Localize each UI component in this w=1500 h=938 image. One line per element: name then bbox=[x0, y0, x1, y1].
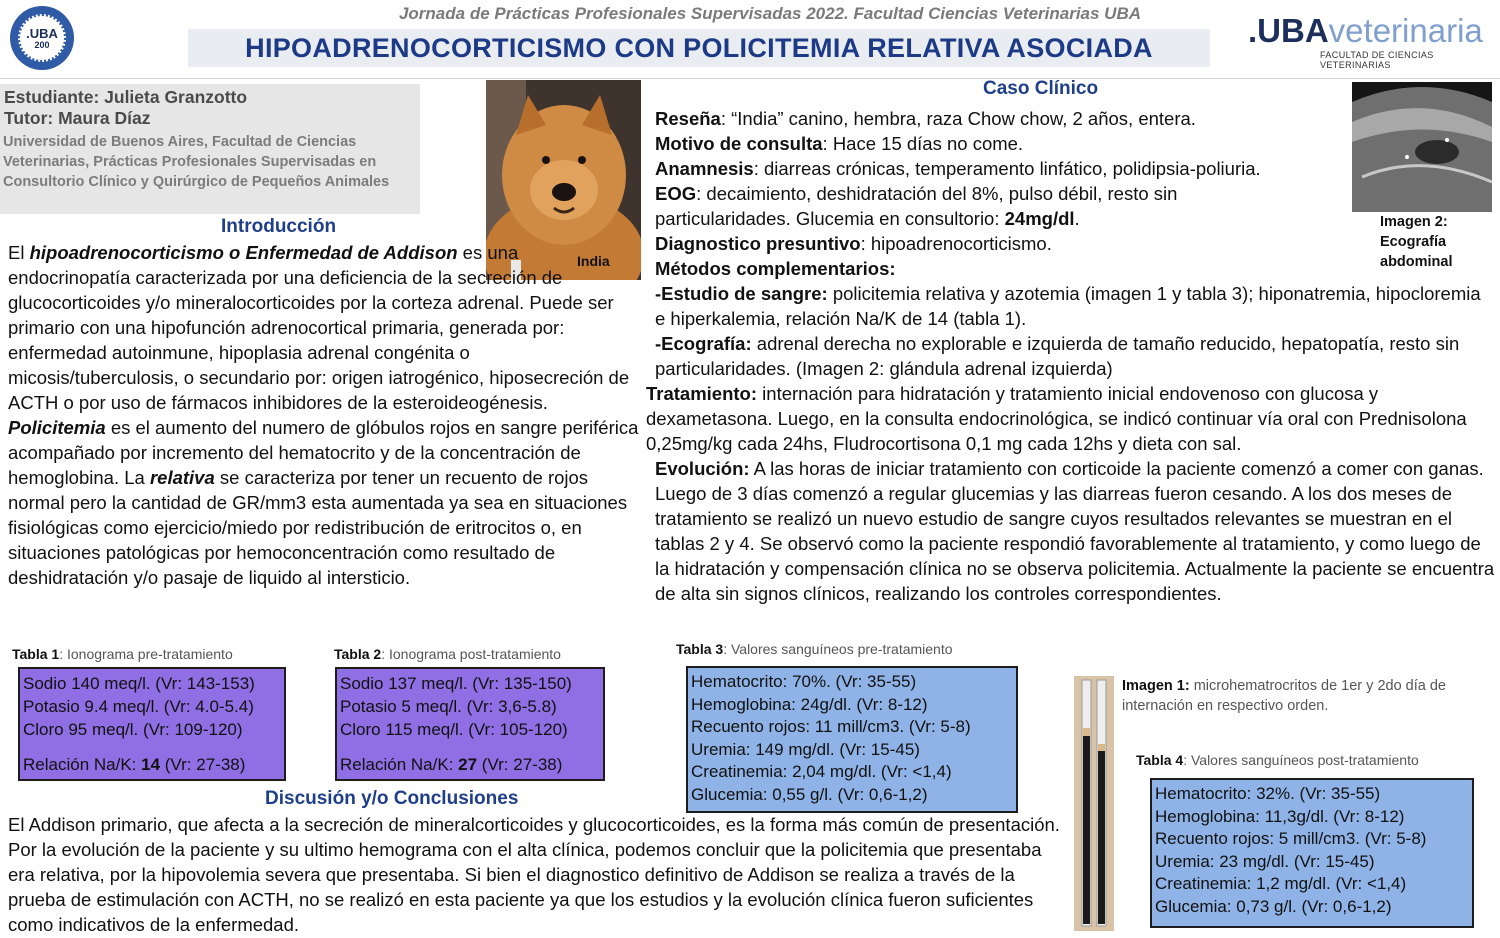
uba-seal-logo bbox=[10, 6, 74, 70]
tubes-illustration bbox=[1074, 676, 1114, 931]
seal-number: 200 bbox=[34, 39, 50, 50]
uba-veterinaria-logo bbox=[1248, 12, 1488, 70]
table-row: Uremia: 149 mg/dl. (Vr: 15-45) bbox=[691, 739, 920, 759]
motivo-label: Motivo de consulta bbox=[655, 133, 823, 154]
tabla1-label: Tabla 1 bbox=[12, 646, 60, 662]
eog-label: EOG bbox=[655, 183, 697, 204]
table-row: Hematocrito: 70%. (Vr: 35-55) bbox=[691, 672, 917, 691]
ratio-reference: (Vr: 27-38) bbox=[477, 755, 563, 774]
brand-bold: .UBA bbox=[1248, 12, 1329, 49]
tabla3-caption-text: : Valores sanguíneos pre-tratamiento bbox=[723, 641, 953, 657]
table-row: Glucemia: 0,73 g/l. (Vr: 0,6-1,2) bbox=[1155, 896, 1392, 916]
intro-p2-body-b: se caracteriza por tener un recuento de rojos normal pero la cantidad de GR/mm3 esta aumentada ya sea en situaciones fisiológicas como ejercicio/miedo por redistribución de eritrocitos o, en situaciones patológicas por hemoconcentración como resultado de deshidratación y/o pasaje de liquido al intersticio. bbox=[8, 467, 628, 588]
metodos bbox=[655, 256, 1495, 281]
table-row: Cloro 95 meq/l. (Vr: 109-120) bbox=[23, 720, 243, 739]
table-row: Potasio 5 meq/l. (Vr: 3,6-5.8) bbox=[340, 697, 557, 716]
seal-text: .UBA bbox=[26, 25, 58, 41]
tabla4-label: Tabla 4 bbox=[1136, 752, 1184, 768]
ultrasound-illustration bbox=[1352, 82, 1492, 212]
intro-text bbox=[8, 240, 640, 590]
relativa-term: relativa bbox=[149, 467, 215, 488]
discusion-text bbox=[8, 812, 1068, 937]
tabla2-label: Tabla 2 bbox=[334, 646, 382, 662]
ratio-label: Relación Na/K: bbox=[23, 755, 142, 774]
student-name: Estudiante: Julieta Granzotto bbox=[4, 87, 248, 107]
event-subtitle: Jornada de Prácticas Profesionales Supervisadas 2022. Facultad Ciencias Veterinarias UBA bbox=[398, 4, 1142, 23]
dog-photo-label: India bbox=[577, 253, 610, 269]
table-row: Potasio 9.4 meq/l. (Vr: 4.0-5.4) bbox=[23, 697, 254, 716]
tabla2-caption-text: : Ionograma post-tratamiento bbox=[381, 646, 561, 662]
tratamiento bbox=[646, 381, 1495, 456]
author-box bbox=[0, 84, 420, 214]
evolucion bbox=[655, 456, 1495, 606]
diagnostico bbox=[655, 231, 1495, 256]
addison-term: hipoadrenocorticismo o Enfermedad de Addison bbox=[29, 242, 458, 263]
table-row: Creatinemia: 1,2 mg/dl. (Vr: <1,4) bbox=[1155, 874, 1407, 893]
imagen1-caption bbox=[1122, 676, 1492, 716]
tabla4-caption bbox=[1136, 752, 1419, 768]
table-row: Creatinemia: 2,04 mg/dl. (Vr: <1,4) bbox=[691, 762, 952, 781]
tabla4-sangre-post bbox=[1150, 778, 1474, 928]
table-row: Hemoglobina: 11,3g/dl. (Vr: 8-12) bbox=[1155, 806, 1405, 826]
evolucion-label: Evolución: bbox=[655, 458, 750, 479]
motivo-text: : Hace 15 días no come. bbox=[822, 133, 1024, 154]
intro-p2-body-a: es el aumento del numero de glóbulos rojos en sangre periférica acompañado por incremento del hematocrito y de la concentración de hemoglobina. La bbox=[8, 417, 639, 488]
diagnostico-text: : hipoadrenocorticismo. bbox=[860, 233, 1052, 254]
brand-light: veterinaria bbox=[1328, 12, 1483, 49]
metodos-label: Métodos complementarios: bbox=[655, 258, 896, 279]
sangre-label: -Estudio de sangre: bbox=[655, 283, 828, 304]
intro-p1-body: es una endocrinopatía caracterizada por una deficiencia de la secreción de glucocorticoides y/o mineralocorticoides por la corteza adrenal. Puede ser primario con una hipofunción adrenocortical primaria, generada por: enfermedad autoinmune, hipoplasia adrenal congénita o micosis/tuberculosis, o secundario por: origen iatrogénico, hiposecreción de ACTH o por uso de fármacos inhibidores de la esteroideogénesis. bbox=[8, 242, 630, 413]
ratio-reference: (Vr: 27-38) bbox=[160, 755, 246, 774]
ratio-value: 27 bbox=[458, 755, 478, 774]
tratamiento-text: internación para hidratación y tratamiento inicial endovenoso con glucosa y dexametasona. Luego, en la consulta endocrinológica, se indicó continuar vía oral con Prednisolona 0,25mg/kg cada 24hs, Fludrocortisona 0,1 mg cada 12hs y dieta con sal. bbox=[646, 383, 1467, 454]
ecografia-image bbox=[1352, 82, 1492, 212]
ecografia bbox=[655, 331, 1495, 381]
tabla2-ionograma-post bbox=[335, 667, 605, 781]
discusion-paragraph: El Addison primario, que afecta a la secreción de mineralcorticoides y glucocorticoides, es la forma más común de presentación. Por la evolución de la paciente y su ultimo hemograma con el alta clínica, podemos concluir que la policitemia que presentaba era relativa, por la hipovolemia severa que presentaba. Si bien el diagnostico definitivo de Addison se realiza a través de la prueba de estimulación con ACTH, no se realizó en esta paciente ya que los estudios y la evolución clínica fueron suficientes como indicativos de la enfermedad. bbox=[8, 814, 1060, 935]
resena-text: : “India” canino, hembra, raza Chow chow, 2 años, entera. bbox=[720, 108, 1196, 129]
tabla3-label: Tabla 3 bbox=[676, 641, 724, 657]
tabla2-ratio bbox=[340, 753, 600, 776]
title-box bbox=[188, 29, 1210, 67]
tabla1-caption-text: : Ionograma pre-tratamiento bbox=[59, 646, 233, 662]
brand-subtitle: FACULTAD DE CIENCIAS VETERINARIAS bbox=[1320, 50, 1434, 70]
table-row: Recuento rojos: 5 mill/cm3. (Vr: 5-8) bbox=[1155, 829, 1427, 848]
tabla3-caption bbox=[676, 641, 953, 657]
ratio-value: 14 bbox=[141, 755, 161, 774]
table-row: Sodio 140 meq/l. (Vr: 143-153) bbox=[23, 674, 255, 693]
table-row: Uremia: 23 mg/dl. (Vr: 15-45) bbox=[1155, 851, 1375, 871]
diagnostico-label: Diagnostico presuntivo bbox=[655, 233, 861, 254]
eog-glucemia-value: 24mg/dl bbox=[1004, 208, 1075, 229]
imagen2-caption: Imagen 2: Ecografía abdominal bbox=[1380, 214, 1453, 270]
table-row: Hematocrito: 32%. (Vr: 35-55) bbox=[1155, 784, 1381, 803]
eog bbox=[655, 181, 1280, 231]
tratamiento-label: Tratamiento: bbox=[646, 383, 758, 404]
policitemia-term: Policitemia bbox=[8, 417, 106, 438]
table-row: Recuento rojos: 11 mill/cm3. (Vr: 5-8) bbox=[691, 717, 971, 736]
anamnesis-label: Anamnesis bbox=[655, 158, 754, 179]
affiliation: Universidad de Buenos Aires, Facultad de Ciencias Veterinarias, Prácticas Profesionales Supervisadas en Consultorio Clínico y Quirúrgico de Pequeños Animales bbox=[3, 134, 390, 190]
discusion-heading: Discusión y/o Conclusiones bbox=[265, 788, 519, 809]
tabla1-ratio bbox=[23, 753, 281, 776]
intro-paragraph-1 bbox=[8, 240, 640, 415]
table-row: Cloro 115 meq/l. (Vr: 105-120) bbox=[340, 720, 568, 739]
tabla1-caption bbox=[12, 646, 233, 662]
tabla2-caption bbox=[334, 646, 561, 662]
estudio-sangre bbox=[655, 281, 1495, 331]
tabla4-caption-text: : Valores sanguíneos post-tratamiento bbox=[1183, 752, 1419, 768]
eog-end: . bbox=[1074, 208, 1080, 229]
microhematocrito-image bbox=[1074, 676, 1114, 931]
table-row: Glucemia: 0,55 g/l. (Vr: 0,6-1,2) bbox=[691, 784, 928, 804]
eog-text: : decaimiento, deshidratación del 8%, pulso débil, resto sin particularidades. Glucemia en consultorio: bbox=[655, 183, 1178, 229]
tabla1-ionograma-pre bbox=[18, 667, 286, 781]
evolucion-text: A las horas de iniciar tratamiento con corticoide la paciente comenzó a comer con ganas. Luego de 3 días comenzó a regular glucemias y las diarreas fueron cesando. A los dos meses de tratamiento se realizó un nuevo estudio de sangre cuyos resultados relevantes se muestran en el tablas 2 y 4. Se observó como la paciente respondió favorablemente al tratamiento, y como luego de la hidratación y compensación clínica no se observa policitemia. Actualmente la paciente se encuentra de alta sin signos clínicos, realizando los controles correspondientes. bbox=[655, 458, 1495, 604]
tabla3-sangre-pre bbox=[686, 666, 1018, 813]
imagen1-label: Imagen 1: bbox=[1122, 678, 1190, 694]
intro-p1-start: El bbox=[8, 242, 30, 263]
ecografia-label: -Ecografía: bbox=[655, 333, 752, 354]
intro-heading: Introducción bbox=[221, 216, 337, 237]
intro-paragraph-2 bbox=[8, 415, 640, 590]
tutor-name: Tutor: Maura Díaz bbox=[4, 108, 151, 128]
resena-label: Reseña bbox=[655, 108, 721, 129]
anamnesis-text: : diarreas crónicas, temperamento linfático, polidipsia-poliuria. bbox=[753, 158, 1261, 179]
caso-heading: Caso Clínico bbox=[983, 78, 1099, 99]
ratio-label: Relación Na/K: bbox=[340, 755, 459, 774]
poster-title: HIPOADRENOCORTICISMO CON POLICITEMIA RELATIVA ASOCIADA bbox=[245, 32, 1153, 63]
ecografia-text: adrenal derecha no explorable e izquierda de tamaño reducido, hepatopatía, resto sin particularidades. (Imagen 2: glándula adrenal izquierda) bbox=[655, 333, 1460, 379]
table-row: Hemoglobina: 24g/dl. (Vr: 8-12) bbox=[691, 694, 928, 714]
sangre-text: policitemia relativa y azotemia (imagen 1 y tabla 3); hiponatremia, hipocloremia e hiperkalemia, relación Na/K de 14 (tabla 1). bbox=[655, 283, 1481, 329]
table-row: Sodio 137 meq/l. (Vr: 135-150) bbox=[340, 674, 572, 693]
imagen1-caption-text: microhematrocritos de 1er y 2do día de internación en respectivo orden. bbox=[1122, 678, 1446, 714]
